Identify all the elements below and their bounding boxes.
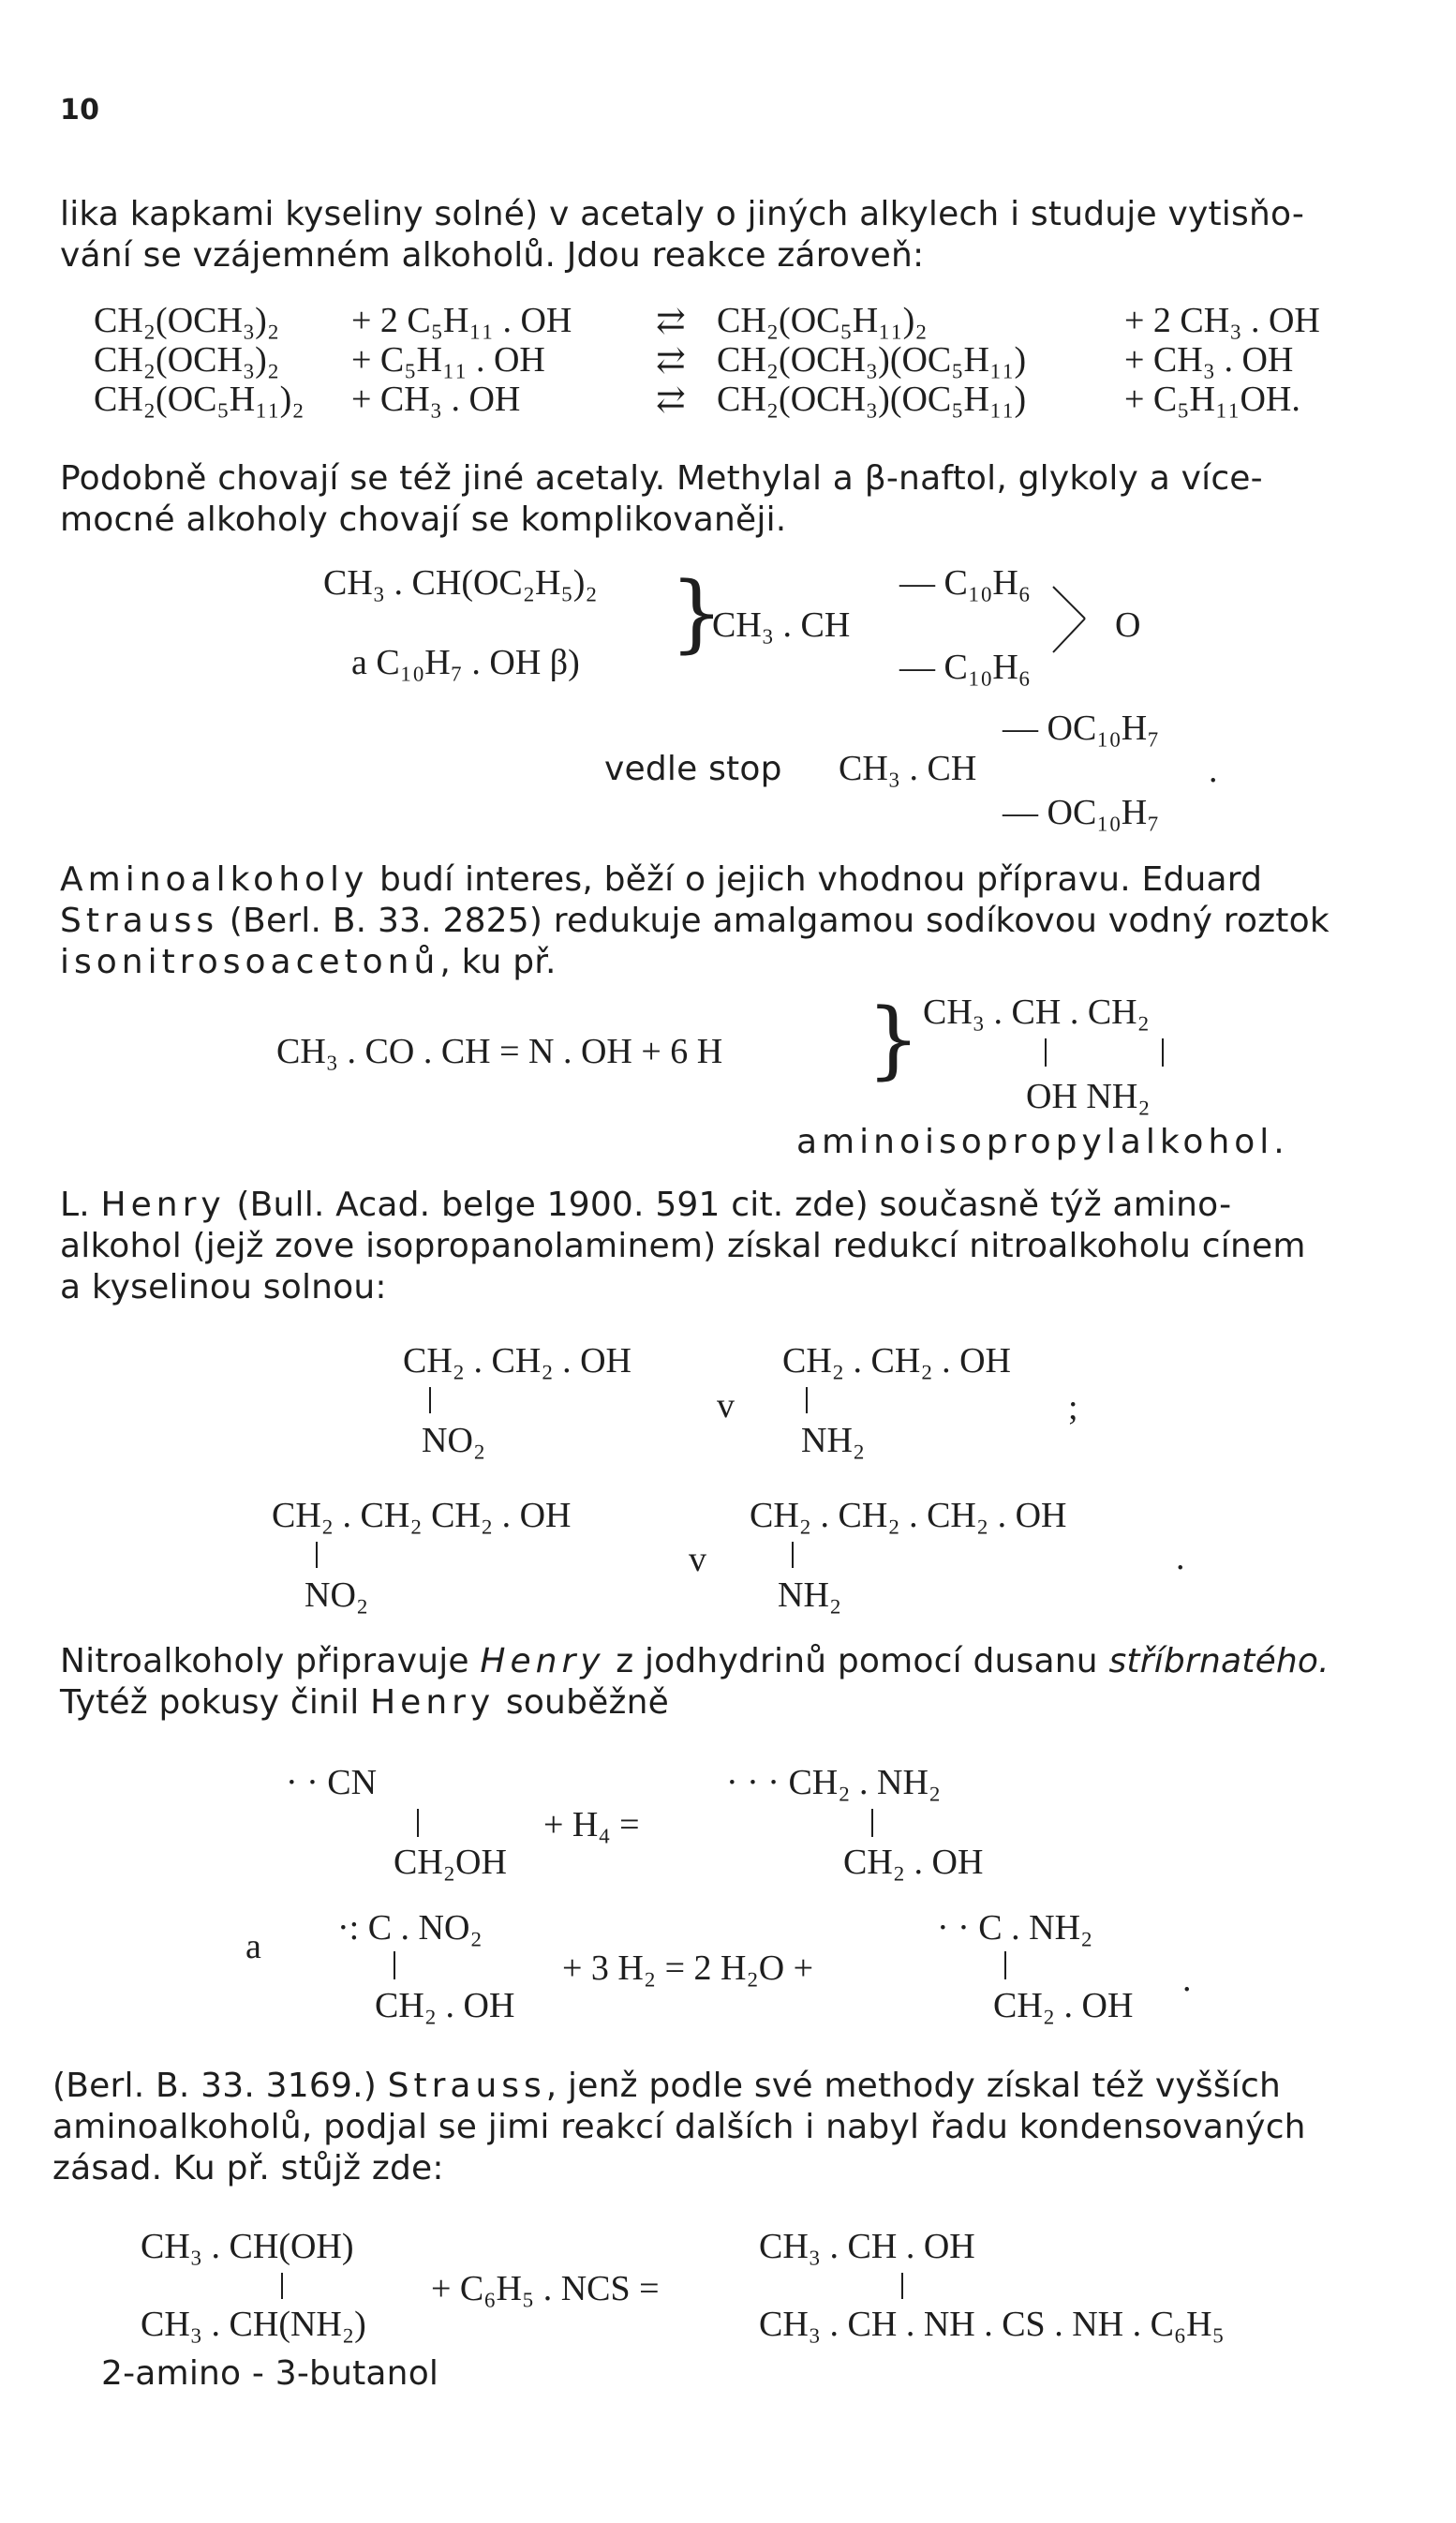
para2-line2: mocné alkoholy chovají se komplikovaněji. (60, 500, 787, 539)
para3-line1-text: budí interes, běží o jejich vhodnou přípravu. Eduard (368, 860, 1263, 899)
para5-line1-a: Nitroalkoholy připravuje (60, 1642, 481, 1680)
term-isonitrosoacetonu: isonitrosoacetonů (60, 943, 440, 981)
para5-line2-a: Tytéž pokusy činil (60, 1683, 371, 1722)
para3-line2-text: (Berl. B. 33. 2825) redukuje amalgamou sodíkovou vodný roztok (218, 902, 1330, 940)
para4-line3: a kyselinou solnou: (60, 1268, 387, 1306)
eq5-bond-b (901, 2273, 903, 2299)
eq3-v-1: v (717, 1386, 735, 1426)
eq3-bond-c (316, 1542, 318, 1568)
para5-line1-b: z jodhydrinů pomocí dusanu (604, 1642, 1109, 1680)
acetal-vedle-bottom: — OC₁₀H₇ (1003, 793, 1160, 832)
eq4-amine-top: · · · CH₂ . NH₂ (726, 1763, 942, 1802)
para3-line1 (60, 860, 1262, 899)
para6-line2: aminoalkoholů, podjal se jimi reakcí dalších i nabyl řadu kondensovaných (52, 2108, 1306, 2146)
eq1-r3-arrow: ⇄ (656, 381, 686, 420)
eq5-compound-name: 2-amino - 3-butanol (101, 2354, 439, 2393)
eq5-reactant-top: CH₃ . CH(OH) (141, 2227, 354, 2266)
eq1-r3-lhs: CH₂(OC₅H₁₁)₂ (94, 380, 305, 419)
para1-line2: vání se vzájemném alkoholů. Jdou reakce zároveň: (60, 236, 925, 275)
acetal-left-bottom: a C₁₀H₇ . OH β) (351, 643, 580, 682)
eq4-hydrogen: + H₄ = (543, 1805, 640, 1844)
page-number: 10 (60, 94, 100, 127)
eq1-r1-lhs: CH₂(OCH₃)₂ (94, 301, 280, 340)
acetal-vedle-dot: . (1209, 751, 1218, 790)
eq3-bond-a (429, 1387, 431, 1413)
acetal-vedle-center: CH₃ . CH (839, 749, 977, 788)
name-henry-3: Henry (370, 1683, 496, 1722)
eq3-nitro-ethanol-top: CH₂ . CH₂ . OH (403, 1341, 631, 1381)
para4-l: L. (60, 1186, 101, 1224)
eq3-amino-propanol-top: CH₂ . CH₂ . CH₂ . OH (750, 1496, 1067, 1535)
eq4-dot: . (1182, 1960, 1192, 1999)
para6-line3: zásad. Ku př. stůjž zde: (52, 2149, 444, 2187)
eq4-nitro-top: ·: C . NO₂ (337, 1908, 483, 1948)
eq4-bond-a (417, 1809, 419, 1837)
eq2-lhs: CH₃ . CO . CH = N . OH + 6 H (276, 1032, 723, 1071)
para3-line2 (60, 902, 1330, 940)
para2-line1: Podobně chovají se též jiné acetaly. Methylal a β-naftol, glykoly a více- (60, 459, 1263, 498)
name-henry-2: Henry (480, 1642, 605, 1680)
acetal-right-bottom: — C₁₀H₆ (899, 648, 1032, 687)
eq4-cyanide-top: · · CN (286, 1763, 378, 1802)
eq1-r2-lhs: CH₂(OCH₃)₂ (94, 340, 280, 380)
eq1-r3-product: + C₅H₁₁OH. (1124, 380, 1300, 419)
eq4-bond-c (394, 1951, 395, 1979)
eq3-nitro-ethanol-bottom: NO₂ (422, 1421, 486, 1460)
eq1-r1-product: + 2 CH₃ . OH (1124, 301, 1320, 340)
eq2-product-top: CH₃ . CH . CH₂ (923, 993, 1150, 1032)
para4-line2: alkohol (jejž zove isopropanolaminem) získal redukcí nitroalkoholu cínem (60, 1227, 1306, 1265)
eq2-brace: } (867, 991, 921, 1089)
para5-line2-b: souběžně (495, 1683, 669, 1722)
eq4-amine-bottom: CH₂ . OH (843, 1843, 984, 1882)
para1-line1: lika kapkami kyseliny solné) v acetaly o jiných alkylech i studuje vytisňo- (60, 195, 1305, 233)
acetal-vedle-label: vedle stop (604, 750, 782, 788)
eq3-dot: . (1176, 1538, 1185, 1577)
acetal-vedle-top: — OC₁₀H₇ (1003, 709, 1160, 748)
eq4-reagents: + 3 H₂ = 2 H₂O + (562, 1948, 814, 1988)
eq4-cyanide-bottom: CH₂OH (394, 1843, 507, 1882)
eq5-product-top: CH₃ . CH . OH (759, 2227, 975, 2266)
name-strauss-2: Strauss (387, 2067, 546, 2105)
eq2-bond-2 (1162, 1038, 1164, 1067)
eq1-r1-arrow: ⇄ (656, 302, 686, 341)
eq2-bond-1 (1045, 1038, 1047, 1067)
term-aminoalkoholy: Aminoalkoholy (60, 860, 369, 899)
acetal-right-top: — C₁₀H₆ (899, 563, 1032, 603)
acetal-oxygen: O (1115, 605, 1141, 645)
name-henry: Henry (100, 1186, 226, 1224)
para4-line1-text: (Bull. Acad. belge 1900. 591 cit. zde) současně týž amino- (225, 1186, 1232, 1224)
eq3-v-2: v (689, 1540, 706, 1579)
eq5-bond-a (281, 2273, 283, 2299)
eq4-nitro-bottom: CH₂ . OH (375, 1986, 515, 2025)
name-strauss: Strauss (60, 902, 219, 940)
eq1-r3-reagent: + CH₃ . OH (351, 380, 521, 419)
eq1-r1-rhs: CH₂(OC₅H₁₁)₂ (717, 301, 928, 340)
para6-line1-text: , jenž podle své methody získal též vyšších (545, 2067, 1282, 2105)
acetal-brace: } (670, 564, 724, 663)
eq3-amino-ethanol-top: CH₂ . CH₂ . OH (782, 1341, 1011, 1381)
eq3-amino-ethanol-bottom: NH₂ (801, 1421, 866, 1460)
eq1-r2-arrow: ⇄ (656, 341, 686, 381)
eq4-bond-d (1004, 1951, 1006, 1979)
eq4-aminated-bottom: CH₂ . OH (993, 1986, 1134, 2025)
eq4-prefix-a: a (245, 1927, 261, 1966)
eq5-product-bottom: CH₃ . CH . NH . CS . NH . C₆H₅ (759, 2305, 1225, 2344)
para6-citation: (Berl. B. 33. 3169.) (52, 2067, 388, 2105)
para6-line1 (52, 2067, 1281, 2105)
eq2-product-name: aminoisopropylalkohol. (796, 1123, 1289, 1161)
acetal-center: CH₃ . CH (712, 605, 851, 645)
eq1-r1-reagent: + 2 C₅H₁₁ . OH (351, 301, 572, 340)
para3-line3-text: , ku př. (439, 943, 557, 981)
eq3-nitro-propanol-top: CH₂ . CH₂ CH₂ . OH (272, 1496, 572, 1535)
eq2-product-bottom: OH NH₂ (1026, 1077, 1151, 1116)
eq1-r2-product: + CH₃ . OH (1124, 340, 1294, 380)
para5-line2 (60, 1683, 669, 1722)
eq3-nitro-propanol-bottom: NO₂ (305, 1575, 369, 1615)
eq4-bond-b (871, 1809, 873, 1837)
acetal-oxygen-bridge (1049, 583, 1106, 658)
eq1-r3-rhs: CH₂(OCH₃)(OC₅H₁₁) (717, 380, 1027, 419)
eq4-aminated-top: · · C . NH₂ (937, 1908, 1093, 1948)
eq3-amino-propanol-bottom: NH₂ (778, 1575, 842, 1615)
para4-line1 (60, 1186, 1231, 1224)
eq3-semicolon: ; (1068, 1388, 1078, 1427)
eq1-r2-reagent: + C₅H₁₁ . OH (351, 340, 545, 380)
eq5-reagent: + C₆H₅ . NCS = (431, 2269, 660, 2308)
para5-italic-word: stříbrnatého. (1108, 1642, 1330, 1680)
para3-line3 (60, 943, 557, 981)
acetal-left-top: CH₃ . CH(OC₂H₅)₂ (323, 563, 598, 603)
eq5-reactant-bottom: CH₃ . CH(NH₂) (141, 2305, 366, 2344)
eq3-bond-b (806, 1387, 808, 1413)
eq1-r2-rhs: CH₂(OCH₃)(OC₅H₁₁) (717, 340, 1027, 380)
para5-line1 (60, 1642, 1330, 1680)
eq3-bond-d (792, 1542, 794, 1568)
